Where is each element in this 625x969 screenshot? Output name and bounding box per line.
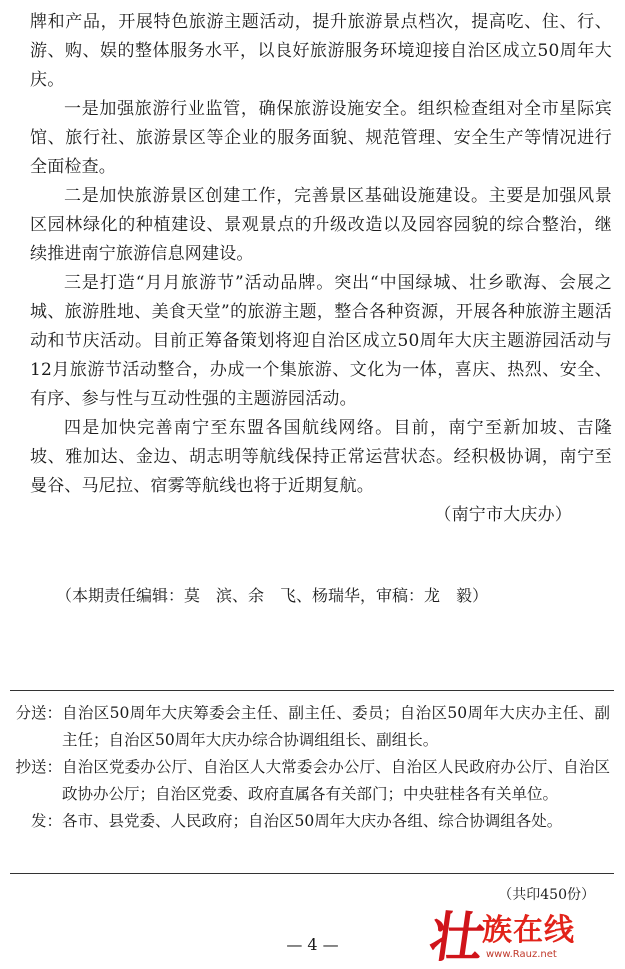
print-count: （共印450份）: [498, 887, 595, 903]
point-1-paragraph: 一是加强旅游行业监管，确保旅游设施安全。组织检查组对全市星际宾馆、旅行社、旅游景区等企业的服务面貌、规范管理、安全生产等情况进行全面检查。: [30, 99, 612, 177]
top-divider: [10, 690, 614, 691]
distribution-row-chaosong: [10, 754, 610, 808]
distribution-label: 分送：: [15, 704, 62, 722]
watermark-url: www.Rauz.net: [486, 949, 557, 960]
watermark-logo: [425, 906, 622, 969]
page-number: — 4 —: [286, 935, 339, 954]
distribution-text: 自治区50周年大庆筹委会主任、副主任、委员；自治区50周年大庆办主任、副主任；自治区50周年大庆办综合协调组组长、副组长。: [62, 704, 610, 749]
distribution-text: 自治区党委办公厅、自治区人大常委会办公厅、自治区人民政府办公厅、自治区政协办公厅；自治区党委、政府直属各有关部门；中央驻桂各有关单位。: [62, 758, 610, 803]
point-4-paragraph: 四是加快完善南宁至东盟各国航线网络。目前，南宁至新加坡、吉隆坡、雅加达、金边、胡志明等航线保持正常运营状态。经积极协调，南宁至曼谷、马尼拉、宿雾等航线也将于近期复航。: [30, 418, 612, 496]
distribution-label: 抄送：: [15, 758, 62, 776]
distribution-text: 各市、县党委、人民政府；自治区50周年大庆办各组、综合协调组各处。: [62, 812, 563, 830]
watermark-char: 壮: [425, 906, 489, 969]
watermark-text: 族在线: [482, 913, 575, 948]
editors-line: （本期责任编辑：莫 滨、余 飞、杨瑞华，审稿：龙 毅）: [56, 586, 489, 605]
continuation-paragraph: 牌和产品，开展特色旅游主题活动，提升旅游景点档次，提高吃、住、行、游、购、娱的整体服务水平，以良好旅游服务环境迎接自治区成立50周年大庆。: [30, 12, 612, 90]
distribution-label: 发：: [30, 812, 62, 830]
distribution-row-fa: [10, 808, 610, 835]
signature: （南宁市大庆办）: [434, 505, 572, 525]
distribution-list: [10, 700, 610, 835]
point-2-paragraph: 二是加快旅游景区创建工作，完善景区基础设施建设。主要是加强风景区园林绿化的种植建设、景观景点的升级改造以及园容园貌的综合整治，继续推进南宁旅游信息网建设。: [30, 186, 612, 264]
body-text: [30, 8, 612, 530]
bottom-divider: [10, 873, 614, 874]
point-3-paragraph: 三是打造“月月旅游节”活动品牌。突出“中国绿城、壮乡歌海、会展之城、旅游胜地、美食天堂”的旅游主题，整合各种资源，开展各种旅游主题活动和节庆活动。目前正筹备策划将迎自治区成立50周年大庆主题游园活动与12月旅游节活动整合，办成一个集旅游、文化为一体，喜庆、热烈、安全、有序、参与性与互动性强的主题游园活动。: [30, 273, 612, 409]
distribution-row-fensong: [10, 700, 610, 754]
